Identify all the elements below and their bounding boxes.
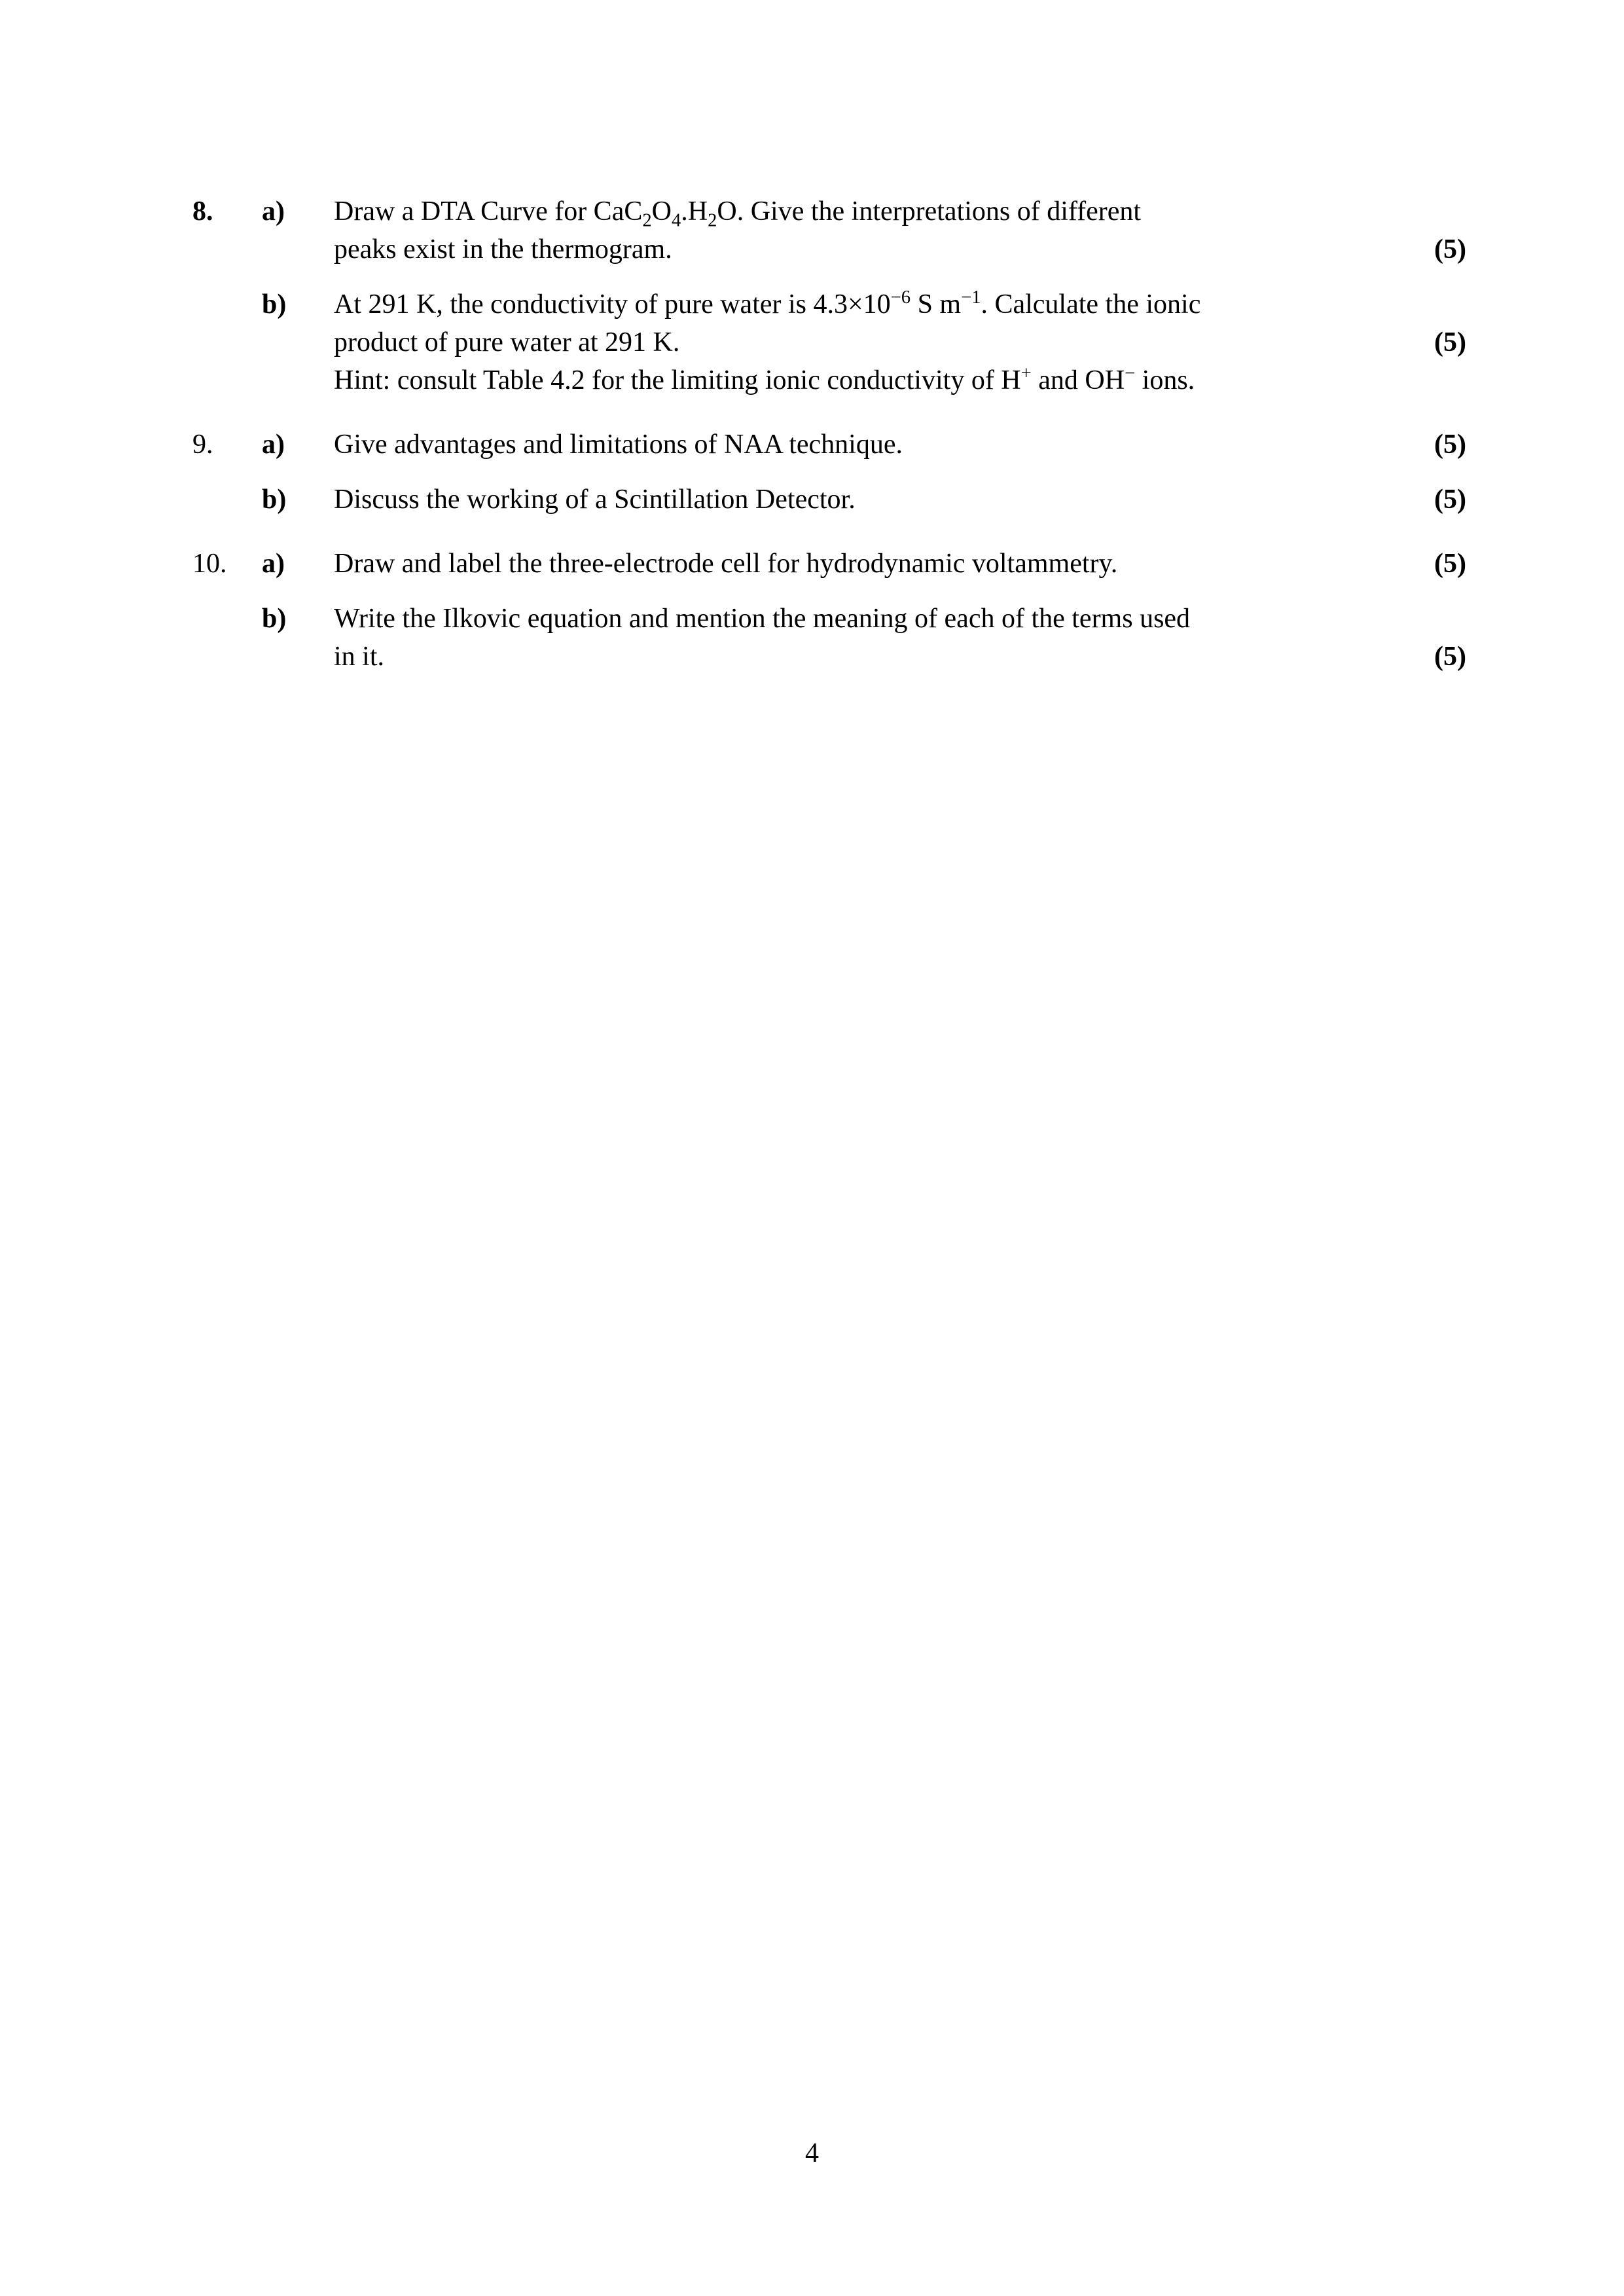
question-number: 9.: [192, 429, 213, 460]
question-text: [334, 286, 1466, 400]
question-number: 10.: [192, 548, 227, 579]
question-line: in it.: [334, 641, 385, 672]
part-label: b): [262, 484, 287, 515]
question-text: Give advantages and limitations of NAA technique.: [334, 429, 903, 460]
question-part-row: [190, 193, 1466, 269]
marks-value: (5): [1434, 641, 1466, 672]
part-label: b): [262, 289, 287, 319]
question-text: [334, 600, 1466, 676]
question-list: [190, 193, 1466, 702]
part-label: b): [262, 603, 287, 634]
question-text: [334, 193, 1466, 269]
question-part-row: [190, 600, 1466, 676]
marks-value: (5): [1434, 429, 1466, 460]
part-label: a): [262, 196, 285, 227]
question-group-9: [190, 426, 1466, 519]
question-line: Draw a DTA Curve for $CaC_2O_4.H_2O$. Give the interpretations of different: [334, 196, 1142, 231]
question-hint: Hint: consult Table 4.2 for the limiting ionic conductivity of H+ and OH− ions.: [334, 363, 1195, 395]
part-label: a): [262, 548, 285, 579]
marks-value: (5): [1434, 234, 1466, 264]
question-line: Write the Ilkovic equation and mention the meaning of each of the terms used: [334, 603, 1191, 634]
question-part-row: [190, 426, 1466, 464]
question-number: 8.: [192, 196, 213, 227]
question-part-row: [190, 481, 1466, 519]
question-line: At 291 K, the conductivity of pure water is $4.3\times 10^{-6}$ S $m^{-1}$. Calculate the ionic: [334, 287, 1201, 319]
part-label: a): [262, 429, 285, 460]
question-line: product of pure water at 291 K.: [334, 327, 680, 357]
question-part-row: [190, 545, 1466, 583]
page-number: 4: [805, 2138, 819, 2168]
question-group-8: [190, 193, 1466, 400]
question-text: Discuss the working of a Scintillation Detector.: [334, 484, 856, 515]
marks-value: (5): [1434, 484, 1466, 515]
marks-value: (5): [1434, 548, 1466, 579]
question-text: Draw and label the three-electrode cell for hydrodynamic voltammetry.: [334, 548, 1118, 579]
question-group-10: [190, 545, 1466, 676]
question-line: peaks exist in the thermogram.: [334, 234, 672, 264]
question-part-row: [190, 286, 1466, 400]
marks-value: (5): [1434, 327, 1466, 357]
